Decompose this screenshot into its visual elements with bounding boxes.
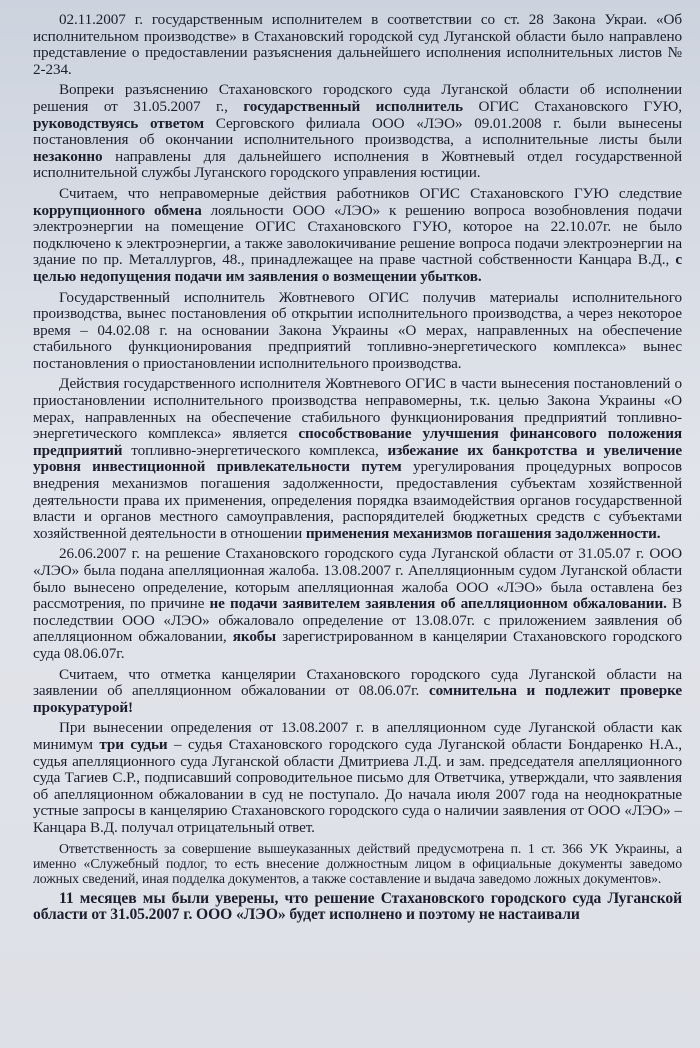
text-run: Ответственность за совершение вышеуказанных действий предусмотрена п. 1 ст. 366 УК Украины, а именно «Служебный подлог, то есть внесение должностным лицом в официальные документы заведомо ложных сведений, иная подделка документов, а также составление и выдача заведомо ложных документов».	[33, 840, 682, 887]
text-run: Серговского филиала ООО «ЛЭО» 09.01.2008 г. были вынесены постановления об окончании исполнительного производства, а исполнительные листы были	[33, 114, 682, 149]
text-run: урегулирования процедурных вопросов внедрения механизмов погашения задолженности, предоставления субъектам хозяйственной деятельности права их применения, определения порядка взаимодействия органов государственной власти и органов местного самоуправления, распорядителей бюджетных средств с субъектами хозяйственной деятельности в отношении	[33, 458, 682, 542]
paragraph-2	[33, 82, 682, 182]
text-run: – судья Стахановского городского суда Луганской области Бондаренко Н.А., судья апелляционного суда Луганской области Дмитриева Л.Д. и зам. председателя апелляционного суда Тагиев С.Р., подписавший сопроводительное письмо для Ответчика, утверждали, что заявления об апелляционном обжаловании в суд не поступало. До начала июля 2007 года на неоднократные устные запросы в канцелярию Стахановского городского суда о наличии заявления от ООО «ЛЭО» – Канцара В.Д. получал отрицательный ответ.	[33, 735, 682, 836]
text-run: При вынесении определения от 13.08.2007 г. в апелляционном суде Луганской области как минимум	[33, 719, 682, 753]
bold-run: с целью недопущения подачи им заявления о возмещении убытков.	[33, 251, 682, 285]
bold-run: государственный исполнитель	[243, 97, 463, 115]
text-run: лояльности ООО «ЛЭО» к решению вопроса возобновления подачи электроэнергии на помещение ОГИС Стахановского ГУЮ, которое на 22.10.07г. не было подключено к электроэнергии, а также заволокичивание решение вопроса подачи электроэнергии на здание по пр. Металлургов, 48., принадлежащее на праве частной собственности Канцара В.Д.,	[33, 201, 682, 269]
paragraph-9	[33, 841, 682, 887]
bold-run: применения механизмов погашения задолженности.	[305, 524, 661, 542]
bold-run: не подачи заявителем заявления об апелляционном обжаловании.	[209, 595, 667, 613]
text-run: зарегистрированном в канцелярии Стахановского городского суда 08.06.07г.	[33, 628, 682, 662]
text-run: 26.06.2007 г. на решение Стахановского городского суда Луганской области от 31.05.07 г. ООО «ЛЭО» была подана апелляционная жалоба. 13.08.2007 г. Апелляционным судом Луганской области было вынесено определение, которым апелляционная жалоба ООО «ЛЭО» была оставлена без рассмотрения, по причине	[33, 545, 682, 613]
bold-run: сомнительна и подлежит проверке прокуратурой!	[33, 682, 682, 716]
paragraph-7	[33, 667, 682, 717]
paragraph-8	[33, 720, 682, 836]
bold-run: незаконно	[33, 147, 103, 165]
bold-run: способствование улучшения финансового положения предприятий	[33, 425, 682, 459]
paragraph-1	[33, 12, 682, 78]
bold-run: 11 месяцев мы были уверены, что решение Стахановского городского суда Луганской области от 31.05.2007 г. ООО «ЛЭО» будет исполнено и поэтому не настаивали	[33, 889, 682, 924]
paragraph-4	[33, 290, 682, 373]
text-run: направлены для дальнейшего исполнения в Жовтневый отдел государственной исполнительной службы Луганского городского управления юстиции.	[33, 147, 682, 182]
text-run: Государственный исполнитель Жовтневого ОГИС получив материалы исполнительного производства, вынес постановления об открытии исполнительного производства, а через некоторое время – 04.02.08 г. на основании Закона Украины «О мерах, направленных на обеспечение стабильного функционирования предприятий топливно-энергетического комплекса» вынес постановления о приостановлении исполнительного производства.	[33, 288, 682, 372]
text-run: Считаем, что неправомерные действия работников ОГИС Стахановского ГУЮ следствие	[59, 184, 682, 202]
text-run: топливно-энергетического комплекса,	[122, 441, 388, 459]
bold-run: якобы	[232, 628, 277, 646]
bold-run: руководствуясь ответом	[33, 114, 204, 132]
paragraph-10	[33, 891, 682, 924]
text-run: ОГИС Стахановского ГУЮ,	[462, 97, 682, 115]
bold-run: коррупционного обмена	[33, 201, 202, 219]
paragraph-3	[33, 186, 682, 286]
paragraph-6	[33, 546, 682, 662]
paragraph-5	[33, 376, 682, 542]
text-run: Вопреки разъяснению Стахановского городского суда Луганской области об исполнении решения от 31.05.2007 г.,	[33, 81, 682, 115]
text-run: 02.11.2007 г. государственным исполнителем в соответствии со ст. 28 Закона Украи. «Об исполнительном производстве» в Стахановский городской суд Луганской области было направлено представление о предоставлении разъяснения дальнейшего исполнения исполнительных листов № 2-234.	[33, 11, 682, 78]
text-run: Считаем, что отметка канцелярии Стахановского городского суда Луганской области на заявлении об апелляционном обжаловании от 08.06.07г.	[33, 665, 682, 700]
text-run: В последствии ООО «ЛЭО» обжаловало определение от 13.08.07г. с приложением заявления об апелляционном обжаловании,	[33, 595, 682, 646]
text-run: Действия государственного исполнителя Жовтневого ОГИС в части вынесения постановлений о приостановлении исполнительного производства неправомерны, т.к. целью Закона Украины «О мерах, направленных на обеспечение стабильного функционирования предприятий топливно-энергетического комплекса» является	[33, 375, 682, 443]
bold-run: три судьи	[99, 735, 168, 753]
bold-run: избежание их банкротства и увеличение уровня инвестиционной привлекательности путем	[33, 441, 682, 476]
